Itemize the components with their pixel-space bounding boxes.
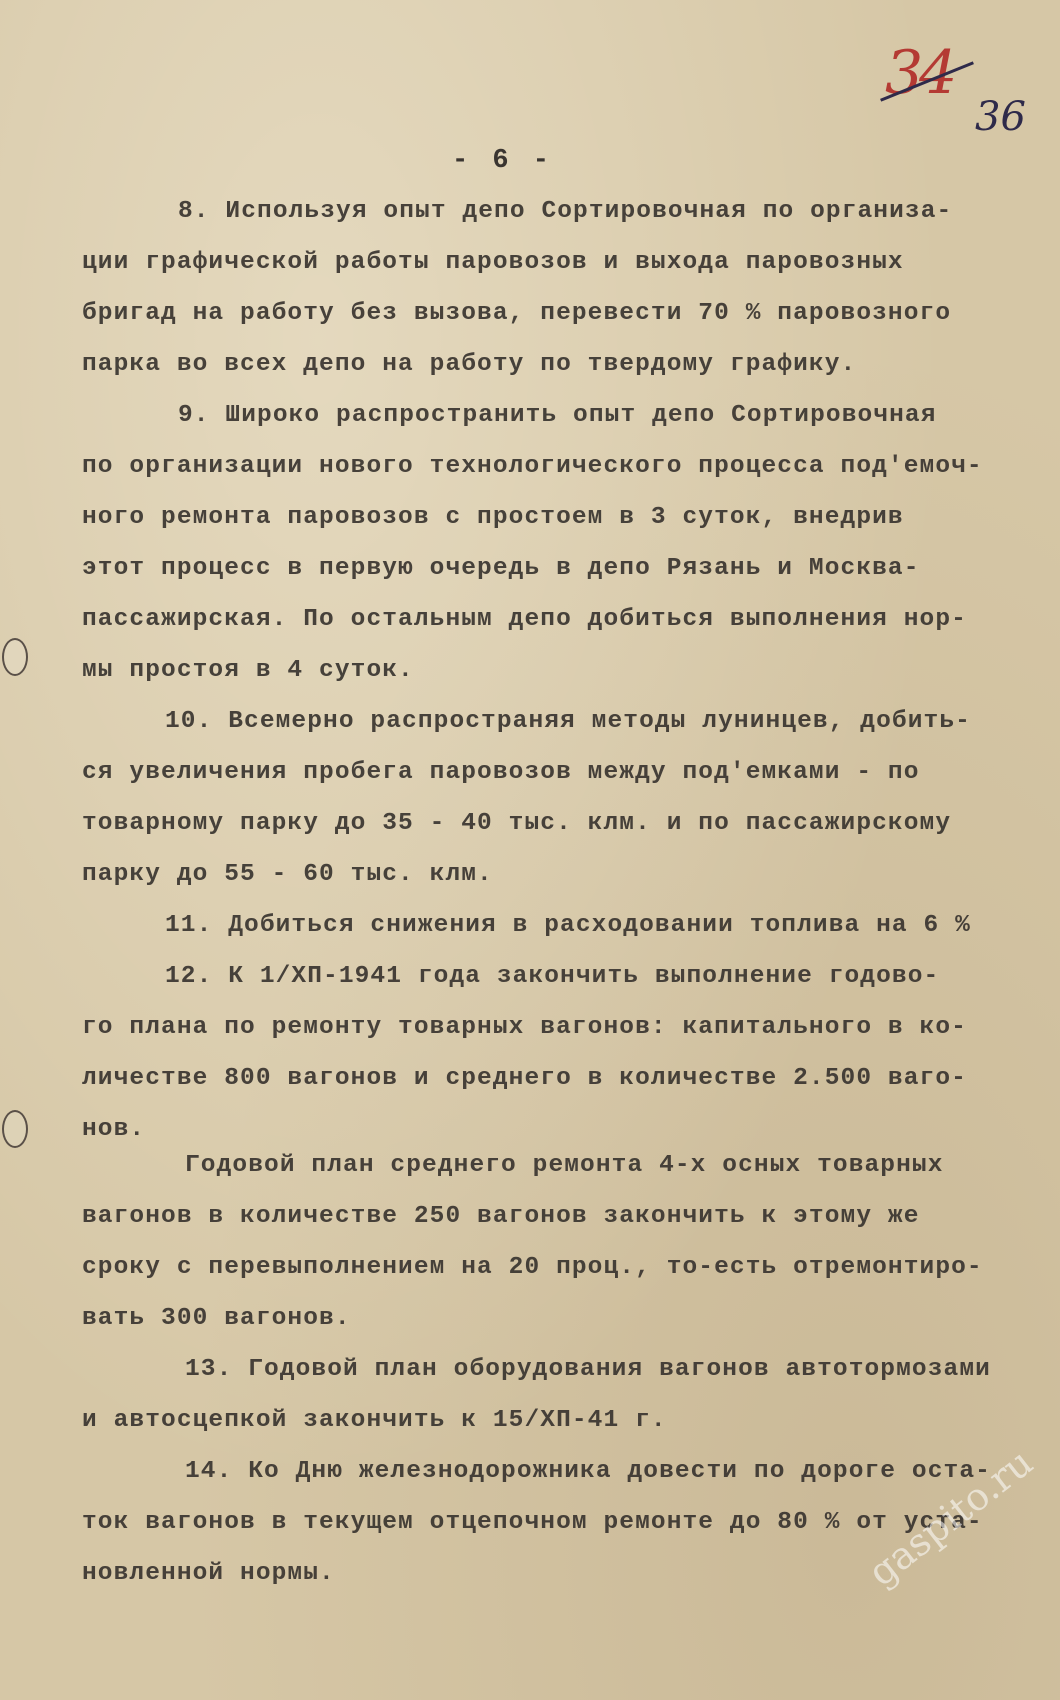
text-line: по организации нового технологического процесса под'емоч- (82, 453, 983, 480)
text-line: парка во всех депо на работу по твердому графику. (82, 351, 857, 378)
struck-sheet-number: 34 (885, 38, 954, 108)
page-number: - 6 - (452, 146, 554, 176)
text-line: ток вагонов в текущем отцепочном ремонте до 80 % от уста- (82, 1509, 983, 1536)
text-line: 11. Добиться снижения в расходовании топлива на 6 % (165, 912, 971, 939)
text-line: новленной нормы. (82, 1560, 335, 1587)
corrected-sheet-number: 36 (975, 94, 1026, 140)
text-line: нов. (82, 1116, 146, 1143)
text-line: бригад на работу без вызова, перевести 70 % паровозного (82, 300, 952, 327)
text-line: личестве 800 вагонов и среднего в количестве 2.500 ваго- (82, 1065, 967, 1092)
text-line: ся увеличения пробега паровозов между под'емками - по (82, 759, 920, 786)
text-line: вать 300 вагонов. (82, 1305, 351, 1332)
text-line: пассажирская. По остальным депо добиться выполнения нор- (82, 606, 967, 633)
text-line: 8. Используя опыт депо Сортировочная по организа- (178, 198, 953, 225)
text-line: 14. Ко Дню железнодорожника довести по дороге оста- (185, 1458, 991, 1485)
archive-sheet-number (885, 38, 1045, 148)
text-line: парку до 55 - 60 тыс. клм. (82, 861, 493, 888)
text-line: Годовой план среднего ремонта 4-х осных товарных (185, 1152, 944, 1179)
punch-hole (2, 1110, 28, 1148)
text-line: 9. Широко распространить опыт депо Сортировочная (178, 402, 937, 429)
text-line: го плана по ремонту товарных вагонов: капитального в ко- (82, 1014, 967, 1041)
text-line: 10. Всемерно распространяя методы лунинцев, добить- (165, 708, 971, 735)
text-line: и автосцепкой закончить к 15/ХП-41 г. (82, 1407, 667, 1434)
text-line: этот процесс в первую очередь в депо Рязань и Москва- (82, 555, 920, 582)
text-line: 12. К 1/ХП-1941 года закончить выполнение годово- (165, 963, 940, 990)
text-line: мы простоя в 4 суток. (82, 657, 414, 684)
text-line: товарному парку до 35 - 40 тыс. клм. и по пассажирскому (82, 810, 952, 837)
watermark: gaspito.ru (860, 1439, 1041, 1595)
punch-hole (2, 638, 28, 676)
text-line: сроку с перевыполнением на 20 проц., то-есть отремонтиро- (82, 1254, 983, 1281)
text-line: ного ремонта паровозов с простоем в 3 суток, внедрив (82, 504, 904, 531)
text-line: 13. Годовой план оборудования вагонов автотормозами (185, 1356, 991, 1383)
text-line: ции графической работы паровозов и выхода паровозных (82, 249, 904, 276)
text-line: вагонов в количестве 250 вагонов закончить к этому же (82, 1203, 920, 1230)
